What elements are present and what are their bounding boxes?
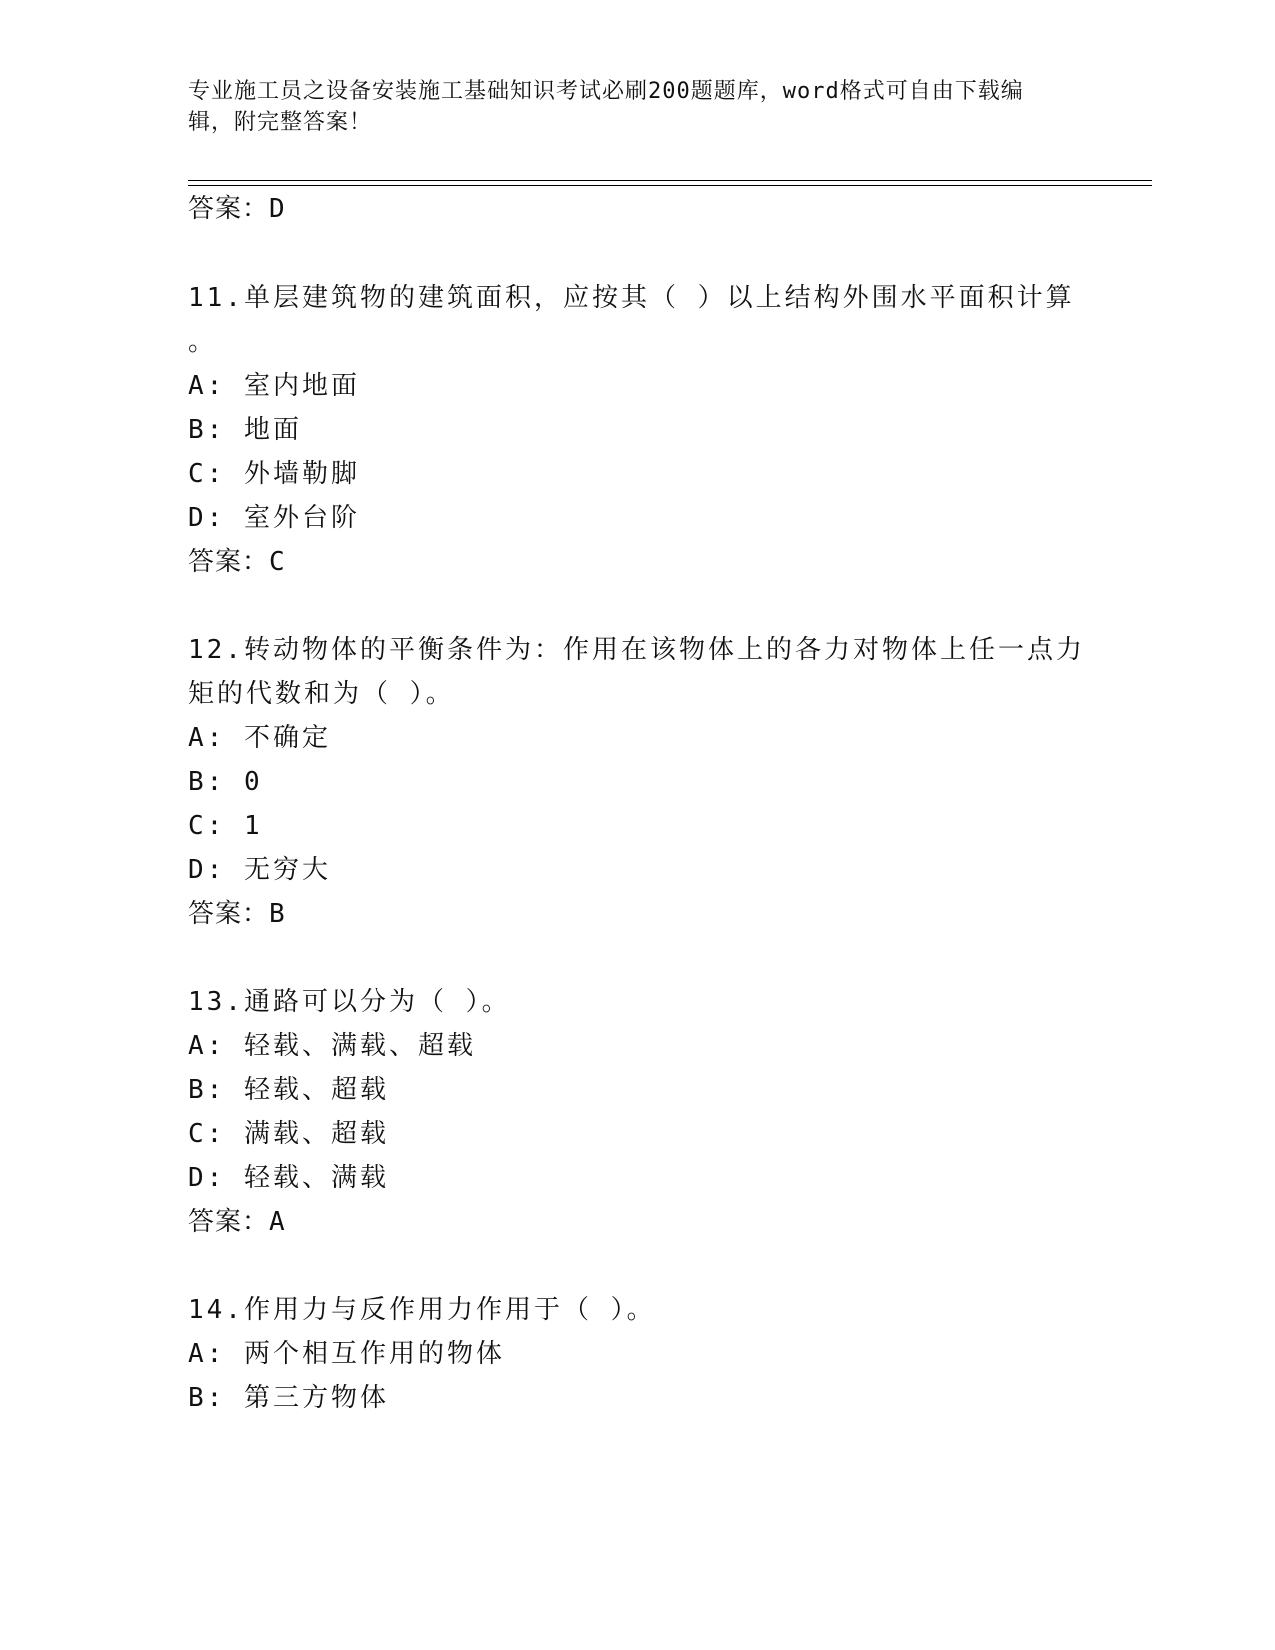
option-b: B: 地面: [188, 415, 302, 445]
option-a: A: 两个相互作用的物体: [188, 1339, 505, 1369]
answer-label: 答案：: [188, 194, 270, 224]
question-stem-continued: 。: [188, 327, 218, 357]
question-stem: 12.转动物体的平衡条件为：作用在该物体上的各力对物体上任一点力: [188, 635, 1085, 665]
option-d: D: 轻载、满载: [188, 1163, 389, 1193]
question-stem: 14.作用力与反作用力作用于（ ）。: [188, 1295, 656, 1325]
answer-label: 答案：: [188, 547, 270, 577]
header-rule-bottom: [188, 185, 1152, 186]
question-stem: 13.通路可以分为（ ）。: [188, 987, 511, 1017]
answer-line: [188, 1206, 286, 1238]
option-d: D: 无穷大: [188, 855, 331, 885]
answer-line: [188, 546, 286, 578]
answer-value: A: [269, 1207, 286, 1237]
option-a: A: 轻载、满载、超载: [188, 1031, 476, 1061]
answer-label: 答案：: [188, 1207, 270, 1237]
option-b: B: 第三方物体: [188, 1383, 389, 1413]
question-stem-continued: 矩的代数和为（ ）。: [188, 679, 455, 709]
answer-line: [188, 193, 286, 225]
option-c: C: 1: [188, 811, 263, 841]
answer-label: 答案：: [188, 899, 270, 929]
option-a: A: 不确定: [188, 723, 331, 753]
answer-value: D: [269, 194, 286, 224]
option-c: C: 满载、超载: [188, 1119, 389, 1149]
question-stem: 11.单层建筑物的建筑面积，应按其（ ）以上结构外围水平面积计算: [188, 283, 1075, 313]
option-b: B: 轻载、超载: [188, 1075, 389, 1105]
document-header: 专业施工员之设备安装施工基础知识考试必刷200题题库，word格式可自由下载编辑，附完整答案！: [188, 79, 1024, 135]
option-a: A: 室内地面: [188, 371, 360, 401]
option-d: D: 室外台阶: [188, 503, 360, 533]
answer-value: C: [269, 547, 286, 577]
answer-line: [188, 898, 286, 930]
option-b: B: 0: [188, 767, 263, 797]
header-rule-top: [188, 180, 1152, 181]
option-c: C: 外墙勒脚: [188, 459, 360, 489]
answer-value: B: [269, 899, 286, 929]
